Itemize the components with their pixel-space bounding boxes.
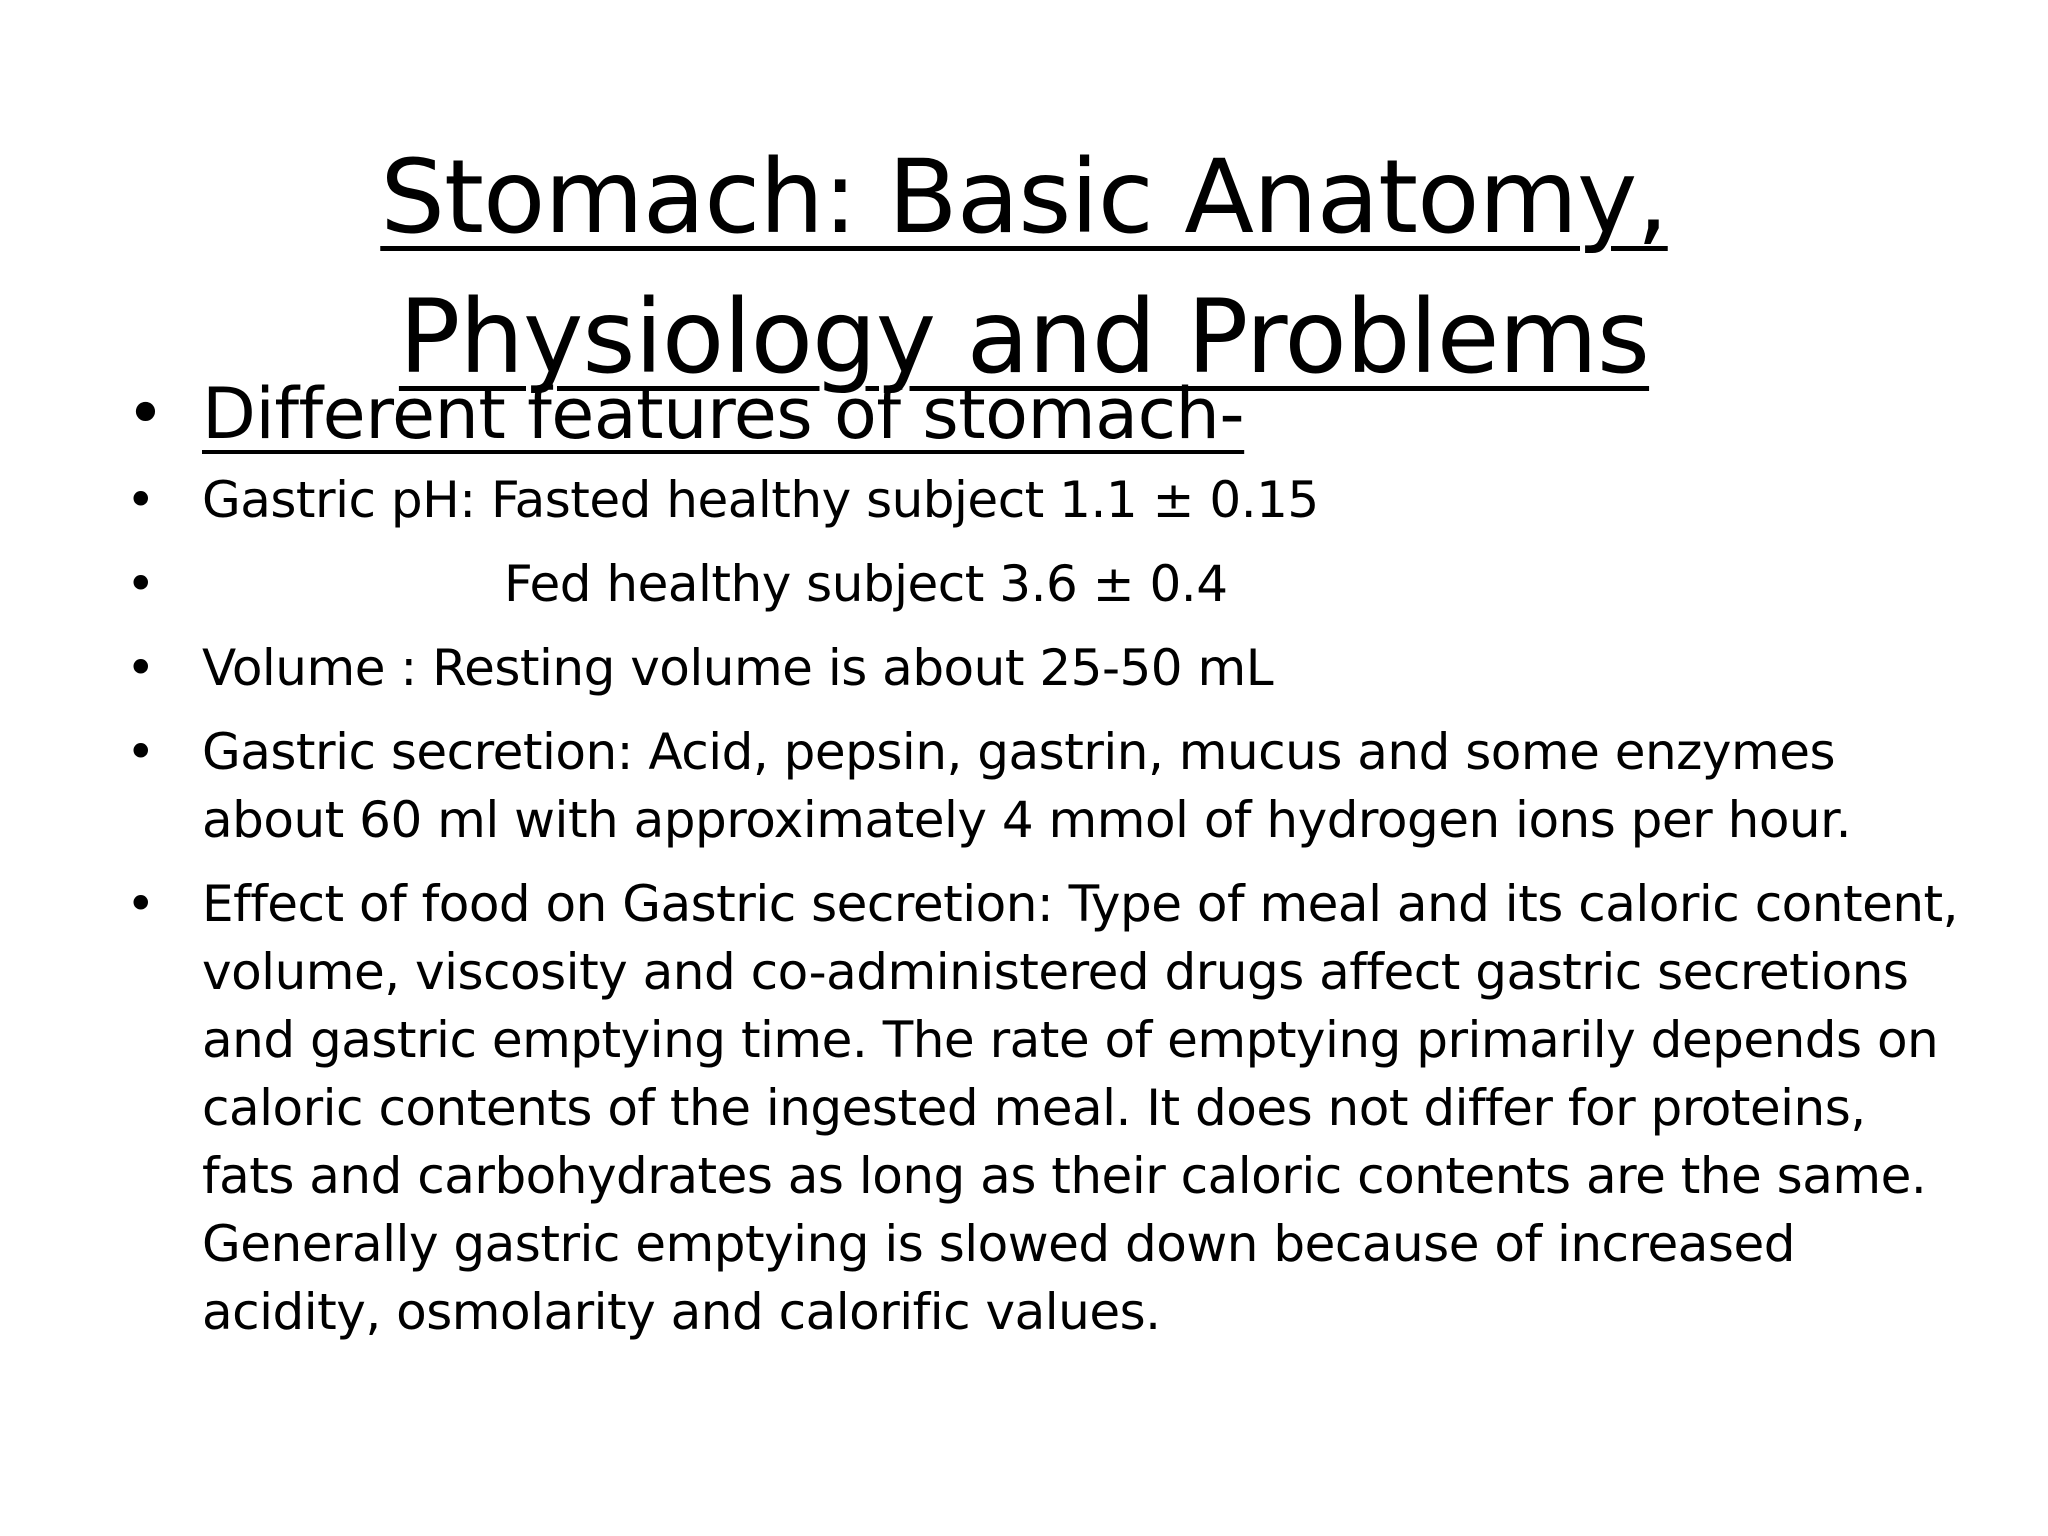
bullet-item-features-heading <box>120 366 1960 462</box>
bullet-text: Effect of food on Gastric secretion: Type of meal and its caloric content, volume, viscosity and co-administered drugs affect gastric secretions and gastric emptying time. The rate of emptying primarily depends on caloric contents of the ingested meal. It does not differ for proteins, fats and carbohydrates as long as their caloric contents are the same. Generally gastric emptying is slowed down because of increased acidity, osmolarity and calorific values. <box>202 875 1959 1341</box>
bullet-item-volume <box>120 634 1960 702</box>
bullet-list <box>120 366 1960 1362</box>
bullet-item-gastric-ph-fed <box>120 550 1960 618</box>
bullet-item-gastric-secretion <box>120 718 1960 854</box>
bullet-icon: • <box>126 875 155 933</box>
bullet-icon: • <box>126 555 155 613</box>
bullet-item-food-effect <box>120 870 1960 1346</box>
bullet-text: Fed healthy subject 3.6 ± 0.4 <box>504 555 1228 613</box>
bullet-text: Gastric pH: Fasted healthy subject 1.1 ± 0.15 <box>202 471 1319 529</box>
bullet-text: Gastric secretion: Acid, pepsin, gastrin, mucus and some enzymes about 60 ml with approximately 4 mmol of hydrogen ions per hour. <box>202 723 1851 849</box>
bullet-icon: • <box>126 723 155 781</box>
bullet-icon: • <box>126 471 155 529</box>
bullet-icon: • <box>126 639 155 697</box>
bullet-item-gastric-ph-fasted <box>120 466 1960 534</box>
bullet-text: Different features of stomach- <box>202 373 1245 455</box>
bullet-text: Volume : Resting volume is about 25-50 mL <box>202 639 1274 697</box>
slide-title-text: Stomach: Basic Anatomy, Physiology and Problems <box>380 138 1668 398</box>
bullet-icon: • <box>126 375 165 452</box>
